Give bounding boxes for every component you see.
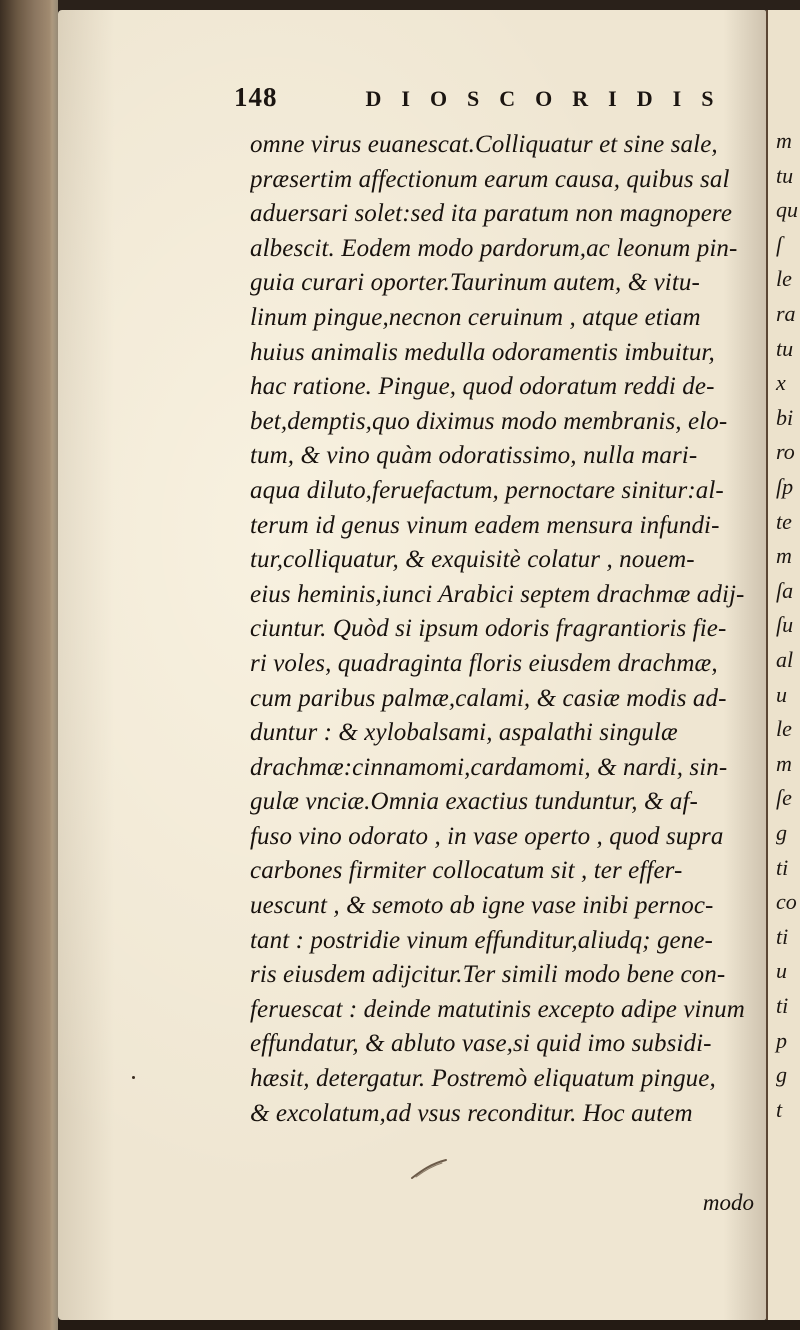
book-binding xyxy=(0,0,58,1330)
text-line: & excolatum,ad vsus reconditur. Hoc autem xyxy=(250,1099,693,1127)
facing-page-fragment: co xyxy=(776,889,797,915)
text-line: omne virus euanescat.Colliquatur et sine sale, xyxy=(250,131,718,158)
page-header xyxy=(234,82,754,113)
facing-page-fragment: bi xyxy=(776,404,794,430)
text-line: ciuntur. Quòd si ipsum odoris fragrantioris fie- xyxy=(250,615,727,643)
text-line: albescit. Eodem modo pardorum,ac leonum pin- xyxy=(250,234,738,262)
ink-pen-mark xyxy=(410,1158,448,1180)
text-line: uescunt , & semoto ab igne vase inibi pernoc- xyxy=(250,892,714,920)
text-line: duntur : & xylobalsami, aspalathi singulæ xyxy=(250,719,678,747)
facing-page-fragment: ro xyxy=(776,439,795,465)
text-line: cum paribus palmæ,calami, & casiæ modis ad- xyxy=(250,684,727,712)
text-line: feruescat : deinde matutinis excepto adipe vinum xyxy=(250,995,745,1023)
text-line: tur,colliquatur, & exquisitè colatur , nouem- xyxy=(250,546,695,574)
text-line: guia curari oporter.Taurinum autem, & vitu- xyxy=(250,269,700,297)
facing-page-fragment: ſ xyxy=(776,231,783,257)
text-line: fuso vino odorato , in vase operto , quod supra xyxy=(250,822,724,850)
book-page-right-edge xyxy=(766,10,800,1320)
facing-page-fragment: g xyxy=(776,820,787,845)
text-line: tum, & vino quàm odoratissimo, nulla mari- xyxy=(250,442,698,470)
text-line: hæsit, detergatur. Postremò eliquatum pingue, xyxy=(250,1065,716,1093)
facing-page-fragment: ti xyxy=(776,854,789,880)
facing-page-fragment: ſa xyxy=(776,577,794,603)
facing-page-fragment: ſu xyxy=(776,612,794,638)
text-line: bet,demptis,quo diximus modo membranis, elo- xyxy=(250,407,728,435)
text-line: drachmæ:cinnamomi,cardamomi, & nardi, sin- xyxy=(250,753,728,781)
text-line: aqua diluto,feruefactum, pernoctare sinitur:al- xyxy=(250,476,724,504)
facing-page-fragment: m xyxy=(776,128,792,153)
facing-page-fragment: qu xyxy=(776,197,798,223)
main-text-block xyxy=(250,128,766,1131)
text-line: linum pingue,necnon ceruinum , atque etiam xyxy=(250,303,701,331)
text-line: ri voles, quadraginta floris eiusdem drachmæ, xyxy=(250,649,718,677)
ink-dot-mark xyxy=(132,1076,135,1079)
text-line: huius animalis medulla odoramentis imbuitur, xyxy=(250,338,715,366)
facing-page-fragment: ti xyxy=(776,993,789,1018)
facing-page-fragment: t xyxy=(776,1096,783,1122)
facing-page-fragment: u xyxy=(776,681,787,707)
facing-page-fragment: m xyxy=(776,543,792,569)
text-line: effundatur, & abluto vase,si quid imo subsidi- xyxy=(250,1030,712,1058)
facing-page-fragment: ſp xyxy=(776,474,794,499)
facing-page-fragment: tu xyxy=(776,335,794,361)
text-line: ris eiusdem adijcitur.Ter simili modo bene con- xyxy=(250,961,726,989)
page-bottom-edge xyxy=(58,1320,800,1330)
facing-page-fragment: te xyxy=(776,508,792,534)
text-line: tant : postridie vinum effunditur,aliudq; gene- xyxy=(250,926,713,954)
catchword: modo xyxy=(702,1190,754,1215)
text-line: eius heminis,iunci Arabici septem drachmæ adij- xyxy=(250,580,745,608)
text-line: hac ratione. Pingue, quod odoratum reddi de- xyxy=(250,373,715,401)
facing-page-fragment: x xyxy=(776,370,786,396)
text-line: terum id genus vinum eadem mensura infundi- xyxy=(250,511,720,539)
facing-page-fragment: ti xyxy=(776,923,789,949)
text-line: carbones firmiter collocatum sit , ter effer- xyxy=(250,857,683,885)
text-line: gulæ vnciæ.Omnia exactius tunduntur, & af- xyxy=(250,788,698,816)
facing-page-fragment: m xyxy=(776,750,792,776)
facing-page-fragment: ſe xyxy=(776,785,792,811)
facing-page-fragment: p xyxy=(776,1027,787,1053)
facing-page-fragment: ra xyxy=(776,301,796,326)
text-line: præsertim affectionum earum causa, quibus sal xyxy=(250,165,730,193)
book-page-left xyxy=(58,10,766,1320)
page-number: 148 xyxy=(234,82,278,112)
facing-page-fragment: al xyxy=(776,647,794,672)
running-title: DIOSCORIDIS xyxy=(365,86,734,111)
facing-page-fragment: g xyxy=(776,1062,787,1088)
facing-page-fragment: u xyxy=(776,958,787,984)
facing-page-fragment: le xyxy=(776,716,792,742)
text-line: aduersari solet:sed ita paratum non magnopere xyxy=(250,200,733,228)
facing-page-fragment: tu xyxy=(776,162,794,188)
facing-page-fragment: le xyxy=(776,266,792,292)
